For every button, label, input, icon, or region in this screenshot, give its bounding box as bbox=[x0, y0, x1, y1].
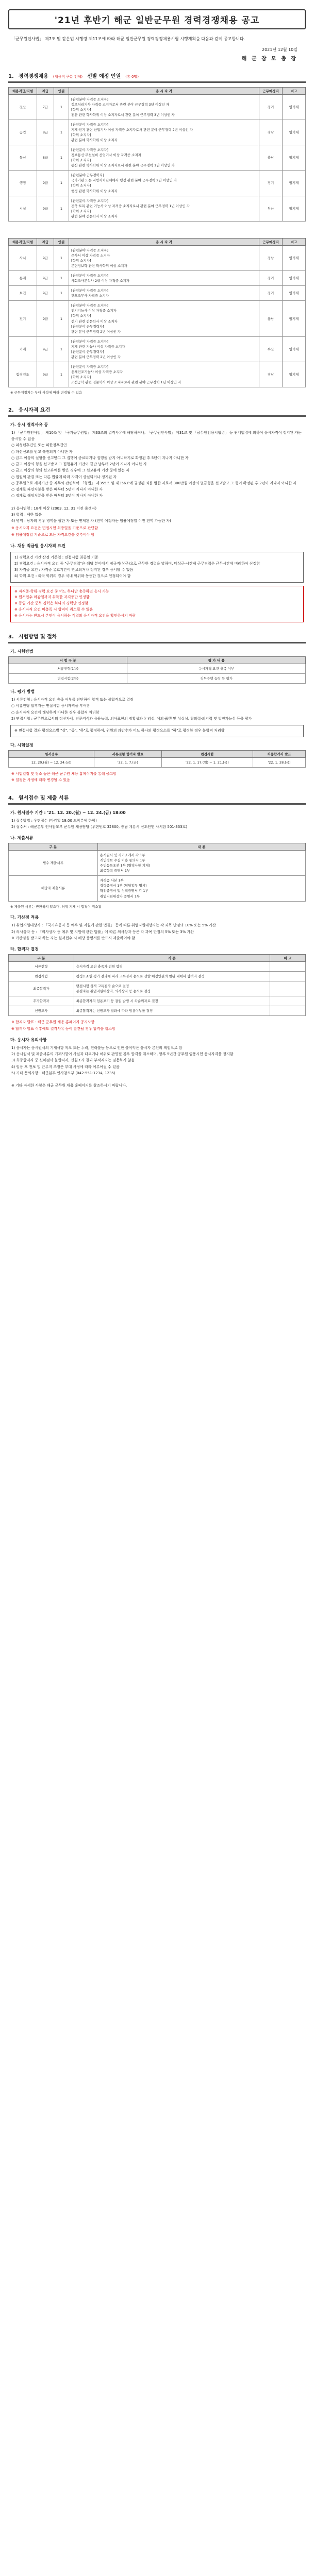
col-header: 비고 bbox=[283, 238, 306, 245]
table-cell: 1 bbox=[54, 196, 69, 221]
notice-text: ※ 시험일정 및 장소 등은 해군 군무원 채용 홈페이지를 통해 공고함 ※ 일정은 사정에 따라 변경될 수 있음 bbox=[11, 772, 117, 783]
table-cell: 응시자격 요건 충족 여부 bbox=[127, 664, 306, 673]
table-header-row bbox=[9, 238, 306, 245]
table-cell: 9급 bbox=[37, 271, 54, 286]
col-header: 시 험 구 분 bbox=[9, 656, 127, 664]
table-cell: 전산 bbox=[9, 94, 37, 120]
table-cell: 신원조사 bbox=[9, 1006, 74, 1016]
table-cell: 임기제 bbox=[283, 336, 306, 362]
subheading: 나. 평가 방법 bbox=[10, 689, 35, 694]
table-cell bbox=[270, 972, 305, 981]
table-cell: 9급 bbox=[37, 336, 54, 362]
table-cell: [관련분야 자격증 소지자] 기계 관련 기능사 이상 자격증 소지자 [관련분야 근무경력자] 관련 분야 근무경력 2년 이상인 자 bbox=[69, 336, 259, 362]
table-cell: 1 bbox=[54, 245, 69, 270]
table-cell: 9급 bbox=[37, 245, 54, 270]
section-title: 시험방법 및 절차 bbox=[18, 634, 57, 640]
subheading: 라. 합격자 결정 bbox=[10, 947, 39, 952]
table-row bbox=[9, 171, 306, 196]
subheading: 마. 응시자 유의사항 bbox=[10, 1037, 47, 1042]
table-row bbox=[9, 271, 306, 286]
col-header: 서류전형 합격자 발표 bbox=[94, 751, 161, 758]
col-header: 구 분 bbox=[9, 843, 98, 851]
col-header: 인원 bbox=[54, 87, 69, 94]
col-header: 기 준 bbox=[74, 955, 270, 962]
paragraph: 1) 「군무원인사법」 제10조 및 「국가공무원법」 제33조의 결격사유에 해당하거나, 「군무원인사법」 제31조 및 「공무원임용시험령」 등 관계법령에 의하여 응시자격이 정지된 자는 응시할 수 없음 ○ 피성년후견인 또는 피한정후견인 ○ 파산선고를 받고 복권되지 아니한 자 ○ 금고 이상의 실형을 선고받고 그 집행이 종료되거나 집행을 받지 아니하기로 확정된 후 5년이 지나지 아니한 자 ○ 금고 이상의 형을 선고받고 그 집행유예 기간이 끝난 날부터 2년이 지나지 아니한 자 ○ 금고 이상의 형의 선고유예를 받은 경우에 그 선고유예 기간 중에 있는 자 ○ 법원의 판결 또는 다른 법률에 따라 자격이 상실되거나 정지된 자 ○ 공무원으로 재직기간 중 직무와 관련하여 「형법」 제355조 및 제356조에 규정된 죄를 범한 자로서 300만원 이상의 벌금형을 선고받고 그 형이 확정된 후 2년이 지나지 아니한 자 ○ 징계로 파면처분을 받은 때부터 5년이 지나지 아니한 자 ○ 징계로 해임처분을 받은 때부터 3년이 지나지 아니한 자 bbox=[11, 430, 302, 498]
table-cell: 면접시험 성적 고득점자 순으로 결정 동점자는 취업지원대상자, 의사상자 등 순으로 결정 bbox=[74, 981, 270, 996]
requirements-box: 1) 경력요건 기간 산정 기준일 : 면접시험 최종일 기준 2) 경력요건 : 응시자격 요건 중 "근무경력"은 해당 분야에서 정규직(상근)으로 근무한 경력을 말하며, 비상근·시간제 근무경력은 근무시간에 비례하여 산정함 3) 자격증 요건 : 자격증 유효기간이 만료되거나 정지된 경우 응시할 수 없음 4) 학위 요건 : 외국 학위의 경우 국내 학위와 동등한 것으로 인정되어야 함 bbox=[10, 552, 304, 583]
intro-text: 「군무원인사법」 제7조 및 같은법 시행령 제11조에 따라 해군 일반군무원 경력경쟁채용시험 시행계획을 다음과 같이 공고합니다. bbox=[11, 37, 245, 41]
table-cell: 7급 bbox=[37, 94, 54, 120]
col-header: 계급 bbox=[37, 87, 54, 94]
table-row bbox=[9, 362, 306, 387]
footer-note: ※ 기타 자세한 사항은 해군 군무원 채용 홈페이지를 참조하시기 바랍니다. bbox=[11, 1083, 127, 1088]
table-cell: 응시자격 요건 충족자 전원 합격 bbox=[74, 962, 270, 972]
section-tail: (총 0명) bbox=[125, 74, 139, 79]
col-header: 인원 bbox=[54, 238, 69, 245]
document-page bbox=[8, 0, 306, 1100]
table-cell: 면접시험(2차) bbox=[9, 674, 127, 684]
table-row bbox=[9, 301, 306, 336]
subheading: 나. 채용 직급별 응시자격 요건 bbox=[10, 543, 65, 548]
section-4-head bbox=[8, 792, 306, 805]
table-row bbox=[9, 196, 306, 221]
table-row bbox=[9, 245, 306, 270]
table-row bbox=[9, 876, 306, 901]
table-cell: 경남 bbox=[259, 362, 283, 387]
pass-criteria-table bbox=[8, 954, 306, 1016]
table-row bbox=[9, 674, 306, 684]
table-cell: 임기제 bbox=[283, 362, 306, 387]
paragraph: 1) 접수방법 : 우편접수 (마감일 18:00 도착분에 한함) 2) 접수처 : 해군본부 인사참모부 군무원 채용담당 (우편번호 32800, 충남 계룡시 신도안면 사서함 501-333호) bbox=[11, 818, 188, 829]
table-cell: 공업 bbox=[9, 120, 37, 145]
table-cell: 경기 bbox=[259, 271, 283, 286]
table-cell: [관련분야 자격증 소지자] 간호조무사 자격증 소지자 bbox=[69, 286, 259, 301]
table-cell: 8급 bbox=[37, 120, 54, 145]
table-cell: 응시원서 및 자기소개서 각 1부 개인정보 수집·이용 동의서 1부 주민등록초본 1부 (병역사항 기재) 최종학력 증명서 1부 bbox=[97, 851, 305, 876]
table-cell: 직무수행 능력 등 평가 bbox=[127, 674, 306, 684]
table-cell: 충남 bbox=[259, 145, 283, 171]
subheading: 다. 가산점 적용 bbox=[10, 915, 39, 920]
paragraph: 1) 취업지원대상자 : 「국가유공자 등 예우 및 지원에 관한 법률」 등에 따른 취업지원대상자는 각 과목 만점의 10% 또는 5% 가산 2) 의사상자 등 : 「의사상자 등 예우 및 지원에 관한 법률」에 따른 의사상자 등은 각 과목 만점의 5% 또는 3% 가산 ※ 가산점을 받고자 하는 자는 원서접수 시 해당 증명서를 반드시 제출하여야 함 bbox=[11, 923, 216, 940]
table-cell: [관련분야 자격증 소지자] 선체건조기능사 이상 자격증 소지자 [학위 소지자] 조선공학 관련 전문학사 이상 소지자로서 관련 분야 근무경력 1년 이상인 자 bbox=[69, 362, 259, 387]
table-cell: 1 bbox=[54, 271, 69, 286]
table-cell: 임기제 bbox=[283, 286, 306, 301]
table-row bbox=[9, 996, 306, 1006]
col-header: 응 시 자 격 bbox=[69, 87, 259, 94]
table-cell: 부산 bbox=[259, 196, 283, 221]
table-cell: 면접시험 bbox=[9, 972, 74, 981]
table-cell: 시설 bbox=[9, 196, 37, 221]
announce-date: 2021년 12월 10일 bbox=[262, 47, 298, 52]
table-cell: 통신 bbox=[9, 145, 37, 171]
table-cell: '22. 1. 17.(월) ~ 1. 21.(금) bbox=[161, 758, 253, 768]
col-header: 원서접수 bbox=[9, 751, 94, 758]
col-header: 응 시 자 격 bbox=[69, 238, 259, 245]
notice-text: ※ 합격자 발표 : 해군 군무원 채용 홈페이지 공지사항 ※ 합격자 발표 이후에도 결격사유 등이 발견될 경우 합격을 취소함 bbox=[11, 1020, 115, 1031]
col-header: 근무예정지 bbox=[259, 87, 283, 94]
documents-table bbox=[8, 843, 306, 902]
table-header-row bbox=[9, 656, 306, 664]
table-cell: 1 bbox=[54, 145, 69, 171]
table-cell: 1 bbox=[54, 362, 69, 387]
table-footnote: ※ 제출된 서류는 반환하지 않으며, 허위 기재 시 합격이 취소됨 bbox=[10, 904, 102, 909]
col-header: 구 분 bbox=[9, 955, 74, 962]
table-cell: 전기 bbox=[9, 301, 37, 336]
col-header: 비 고 bbox=[270, 955, 305, 962]
table-cell: 8급 bbox=[37, 145, 54, 171]
paragraph: 1) 응시자는 응시원서의 기재사항 착오 또는 누락, 연락불능 등으로 인한 불이익은 응시자 본인의 책임으로 함 2) 응시원서 및 제출서류의 기재사항이 사실과 다르거나 허위로 판명될 경우 합격을 취소하며, 향후 5년간 공무원 임용시험 응시자격을 정지함 3) 최종합격자 중 신체검사 불합격자, 신원조사 결과 부적격자는 임용하지 않음 4) 임용 후 전보 및 근무지 조정은 부대 사정에 따라 이루어질 수 있음 5) 기타 문의사항 : 해군본부 인사참모부 (042-551-1234, 1235) bbox=[11, 1045, 234, 1075]
table-cell: [관련분야 자격증 소지자] 건축·토목 관련 기능사 이상 자격증 소지자로서 관련 분야 근무경력 1년 이상인 자 [학위 소지자] 관련 분야 전문학사 이상 소지자 bbox=[69, 196, 259, 221]
section-title: 응시자격 요건 bbox=[18, 407, 51, 413]
table-cell: [관련분야 근무경력자] 국가기관 또는 지방자치단체에서 행정 관련 분야 근무경력 2년 이상인 자 [학위 소지자] 행정 관련 학사학위 이상 소지자 bbox=[69, 171, 259, 196]
table-row bbox=[9, 981, 306, 996]
table-cell: 임기제 bbox=[283, 94, 306, 120]
table-cell: 1 bbox=[54, 286, 69, 301]
section-1-head bbox=[8, 70, 306, 83]
exam-method-table bbox=[8, 656, 306, 684]
section-2-head bbox=[8, 404, 306, 417]
table-cell bbox=[270, 962, 305, 972]
table-cell: [관련분야 자격증 소지자] 정보처리기사 자격증 소지자로서 관련 분야 근무경력 3년 이상인 자 [학위 소지자] 전산 관련 학사학위 이상 소지자로서 관련 분야 근무경력 3년 이상인 자 bbox=[69, 94, 259, 120]
table-header-row bbox=[9, 843, 306, 851]
table-cell: 9급 bbox=[37, 362, 54, 387]
table-cell: 경남 bbox=[259, 245, 283, 270]
table-cell: [관련분야 자격증 소지자] 준사서 이상 자격증 소지자 [학위 소지자] 문헌정보학 관련 학사학위 이상 소지자 bbox=[69, 245, 259, 270]
subheading: 가. 시험방법 bbox=[10, 649, 34, 654]
table-cell: 경기 bbox=[259, 171, 283, 196]
table-cell: 통계 bbox=[9, 271, 37, 286]
table-cell: 함정건조 bbox=[9, 362, 37, 387]
notice-text: ※ 응시자격 요건은 면접시험 최종일을 기준으로 판단함 ※ 임용예정일 기준으로 모든 자격요건을 갖추어야 함 bbox=[11, 526, 98, 537]
table-cell: 9급 bbox=[37, 286, 54, 301]
section-number: 2. bbox=[8, 407, 14, 413]
requirements-notice-box: ※ 자격증·학위·경력 요건 중 어느 하나만 충족하면 응시 가능 ※ 원서접수 마감일까지 취득한 자격증만 인정함 ※ 동일 기간 중복 경력은 하나의 경력만 인정함 ※ 응시자격 요건 미충족 시 합격이 취소될 수 있음 ※ 응시자는 반드시 본인이 응시하는 직렬의 응시자격 요건을 확인하시기 바람 bbox=[10, 586, 304, 622]
recruit-table-2 bbox=[8, 238, 306, 387]
table-cell: 자격증 사본 1부 경력증명서 1부 (담당업무 명시) 학위증명서 및 성적증명서 각 1부 취업지원대상자 증명서 1부 bbox=[97, 876, 305, 901]
table-row bbox=[9, 336, 306, 362]
table-cell: 임기제 bbox=[283, 145, 306, 171]
table-cell: [관련분야 자격증 소지자] 정보통신·무선설비 산업기사 이상 자격증 소지자 [학위 소지자] 통신 관련 학사학위 이상 소지자로서 관련 분야 근무경력 1년 이상인 자 bbox=[69, 145, 259, 171]
table-cell: 추가합격자 bbox=[9, 996, 74, 1006]
recruit-table-1 bbox=[8, 87, 306, 222]
table-cell: 최종합격자 bbox=[9, 981, 74, 996]
table-cell: 평정요소별 평가 결과에 따라 고득점자 순으로 선발 예정인원의 범위 내에서 합격자 결정 bbox=[74, 972, 270, 981]
section-title: 경력경쟁채용 bbox=[18, 73, 48, 79]
col-header: 채용직급/직렬 bbox=[9, 87, 37, 94]
paragraph: 1) 서류전형 : 응시자격 요건 충족 여부를 판단하여 합격 또는 불합격으로 결정 ○ 서류전형 합격자는 면접시험 응시자격을 부여함 ○ 응시자격 요건에 해당하지 아니한 경우 불합격 처리함 2) 면접시험 : 군무원으로서의 정신자세, 전문지식과 응용능력, 의사표현의 정확성과 논리성, 예의·품행 및 성실성, 창의력·의지력 및 발전가능성 등을 평가 bbox=[11, 698, 252, 721]
table-cell bbox=[270, 996, 305, 1006]
table-row bbox=[9, 120, 306, 145]
table-cell: 1 bbox=[54, 120, 69, 145]
col-header: 내 용 bbox=[97, 843, 305, 851]
table-cell: 1 bbox=[54, 336, 69, 362]
table-cell: 기계 bbox=[9, 336, 37, 362]
section-subtitle: (채용직 구분 전체) bbox=[53, 74, 83, 79]
announce-org: 해 군 참 모 총 장 bbox=[241, 56, 298, 62]
section-number: 3. bbox=[8, 634, 14, 640]
table-cell: 최종합격자는 신원조사 결과에 따라 임용여부를 결정 bbox=[74, 1006, 270, 1016]
table-cell: [관련분야 자격증 소지자] 기계·전기 관련 산업기사 이상 자격증 소지자로서 관련 분야 근무경력 2년 이상인 자 [학위 소지자] 관련 분야 학사학위 이상 소지자 bbox=[69, 120, 259, 145]
table-cell: 9급 bbox=[37, 171, 54, 196]
table-cell: 12. 20.(월) ~ 12. 24.(금) bbox=[9, 758, 94, 768]
table-row bbox=[9, 286, 306, 301]
table-cell: '22. 1. 7.(금) bbox=[94, 758, 161, 768]
table-cell: 해당자 제출서류 bbox=[9, 876, 98, 901]
col-header: 면접시험 bbox=[161, 751, 253, 758]
table-cell: 1 bbox=[54, 301, 69, 336]
page-title-box bbox=[8, 9, 306, 29]
table-cell: 서류전형 bbox=[9, 962, 74, 972]
table-cell: 임기제 bbox=[283, 196, 306, 221]
table-row bbox=[9, 94, 306, 120]
table-row bbox=[9, 664, 306, 673]
subheading: 가. 원서접수 기간 : '21. 12. 20.(월) ~ 12. 24.(금) 18:00 bbox=[10, 810, 126, 815]
evaluation-box: ※ 면접시험 결과 평정요소별 "상", "중", "하"로 평정하여, 위원의 과반수가 어느 하나의 평정요소를 "하"로 평정한 경우 불합격 처리함 bbox=[10, 725, 304, 737]
col-header: 최종합격자 발표 bbox=[253, 751, 306, 758]
schedule-table bbox=[8, 750, 306, 768]
table-cell: 경기 bbox=[259, 286, 283, 301]
subheading: 다. 시험일정 bbox=[10, 743, 34, 748]
table-cell: 보건 bbox=[9, 286, 37, 301]
table-cell: 서류전형(1차) bbox=[9, 664, 127, 673]
paragraph: 2) 응시연령 : 18세 이상 (2003. 12. 31 이전 출생자) 3) 학력 : 제한 없음 4) 병역 : 남자의 경우 병역을 필한 자 또는 면제된 자 (전역 예정자는 임용예정일 이전 전역 가능한 자) bbox=[11, 506, 171, 523]
col-header: 평 가 내 용 bbox=[127, 656, 306, 664]
section-title-2: 선발 예정 인원 bbox=[87, 73, 121, 79]
table-cell: 최종합격자의 임용포기 등 결원 발생 시 차순위자로 결정 bbox=[74, 996, 270, 1006]
section-title: 원서접수 및 제출 서류 bbox=[18, 795, 69, 801]
table-cell: 임기제 bbox=[283, 245, 306, 270]
table-row bbox=[9, 972, 306, 981]
section-divider bbox=[8, 642, 306, 643]
table-cell: 필수 제출서류 bbox=[9, 851, 98, 876]
table-header-row bbox=[9, 751, 306, 758]
section-3-head bbox=[8, 631, 306, 643]
table-cell: '22. 1. 28.(금) bbox=[253, 758, 306, 768]
table-cell: 부산 bbox=[259, 336, 283, 362]
table-cell: 9급 bbox=[37, 301, 54, 336]
page-title: '21년 후반기 해군 일반군무원 경력경쟁채용 공고 bbox=[54, 15, 260, 26]
table-footnote: ※ 근무예정지는 부대 사정에 따라 변경될 수 있음 bbox=[10, 391, 82, 395]
table-row bbox=[9, 851, 306, 876]
col-header: 근무예정지 bbox=[259, 238, 283, 245]
section-divider bbox=[8, 81, 306, 83]
section-number: 4. bbox=[8, 795, 14, 801]
subheading: 가. 응시 결격사유 등 bbox=[10, 422, 48, 427]
subheading: 나. 제출서류 bbox=[10, 836, 34, 841]
section-divider bbox=[8, 415, 306, 417]
table-header-row bbox=[9, 955, 306, 962]
table-row bbox=[9, 1006, 306, 1016]
table-cell: 9급 bbox=[37, 196, 54, 221]
col-header: 계급 bbox=[37, 238, 54, 245]
table-cell bbox=[270, 1006, 305, 1016]
table-row bbox=[9, 758, 306, 768]
table-cell: 임기제 bbox=[283, 171, 306, 196]
table-cell: 경남 bbox=[259, 120, 283, 145]
table-cell: 행정 bbox=[9, 171, 37, 196]
table-cell: 임기제 bbox=[283, 271, 306, 286]
table-cell: [관련분야 자격증 소지자] 사회조사분석사 2급 이상 자격증 소지자 bbox=[69, 271, 259, 286]
table-cell: [관련분야 자격증 소지자] 전기기능사 이상 자격증 소지자 [학위 소지자] 전기 관련 전문학사 이상 소지자 [관련분야 근무경력자] 관련 분야 근무경력 2년 이상인 자 bbox=[69, 301, 259, 336]
table-cell: 임기제 bbox=[283, 301, 306, 336]
col-header: 채용직급/직렬 bbox=[9, 238, 37, 245]
table-cell: 1 bbox=[54, 94, 69, 120]
table-row bbox=[9, 145, 306, 171]
table-cell: 충남 bbox=[259, 301, 283, 336]
section-divider bbox=[8, 803, 306, 805]
table-cell: 경기 bbox=[259, 94, 283, 120]
table-header-row bbox=[9, 87, 306, 94]
table-row bbox=[9, 962, 306, 972]
table-cell bbox=[270, 981, 305, 996]
col-header: 비고 bbox=[283, 87, 306, 94]
table-cell: 사서 bbox=[9, 245, 37, 270]
table-cell: 1 bbox=[54, 171, 69, 196]
section-number: 1. bbox=[8, 73, 14, 79]
table-cell: 임기제 bbox=[283, 120, 306, 145]
